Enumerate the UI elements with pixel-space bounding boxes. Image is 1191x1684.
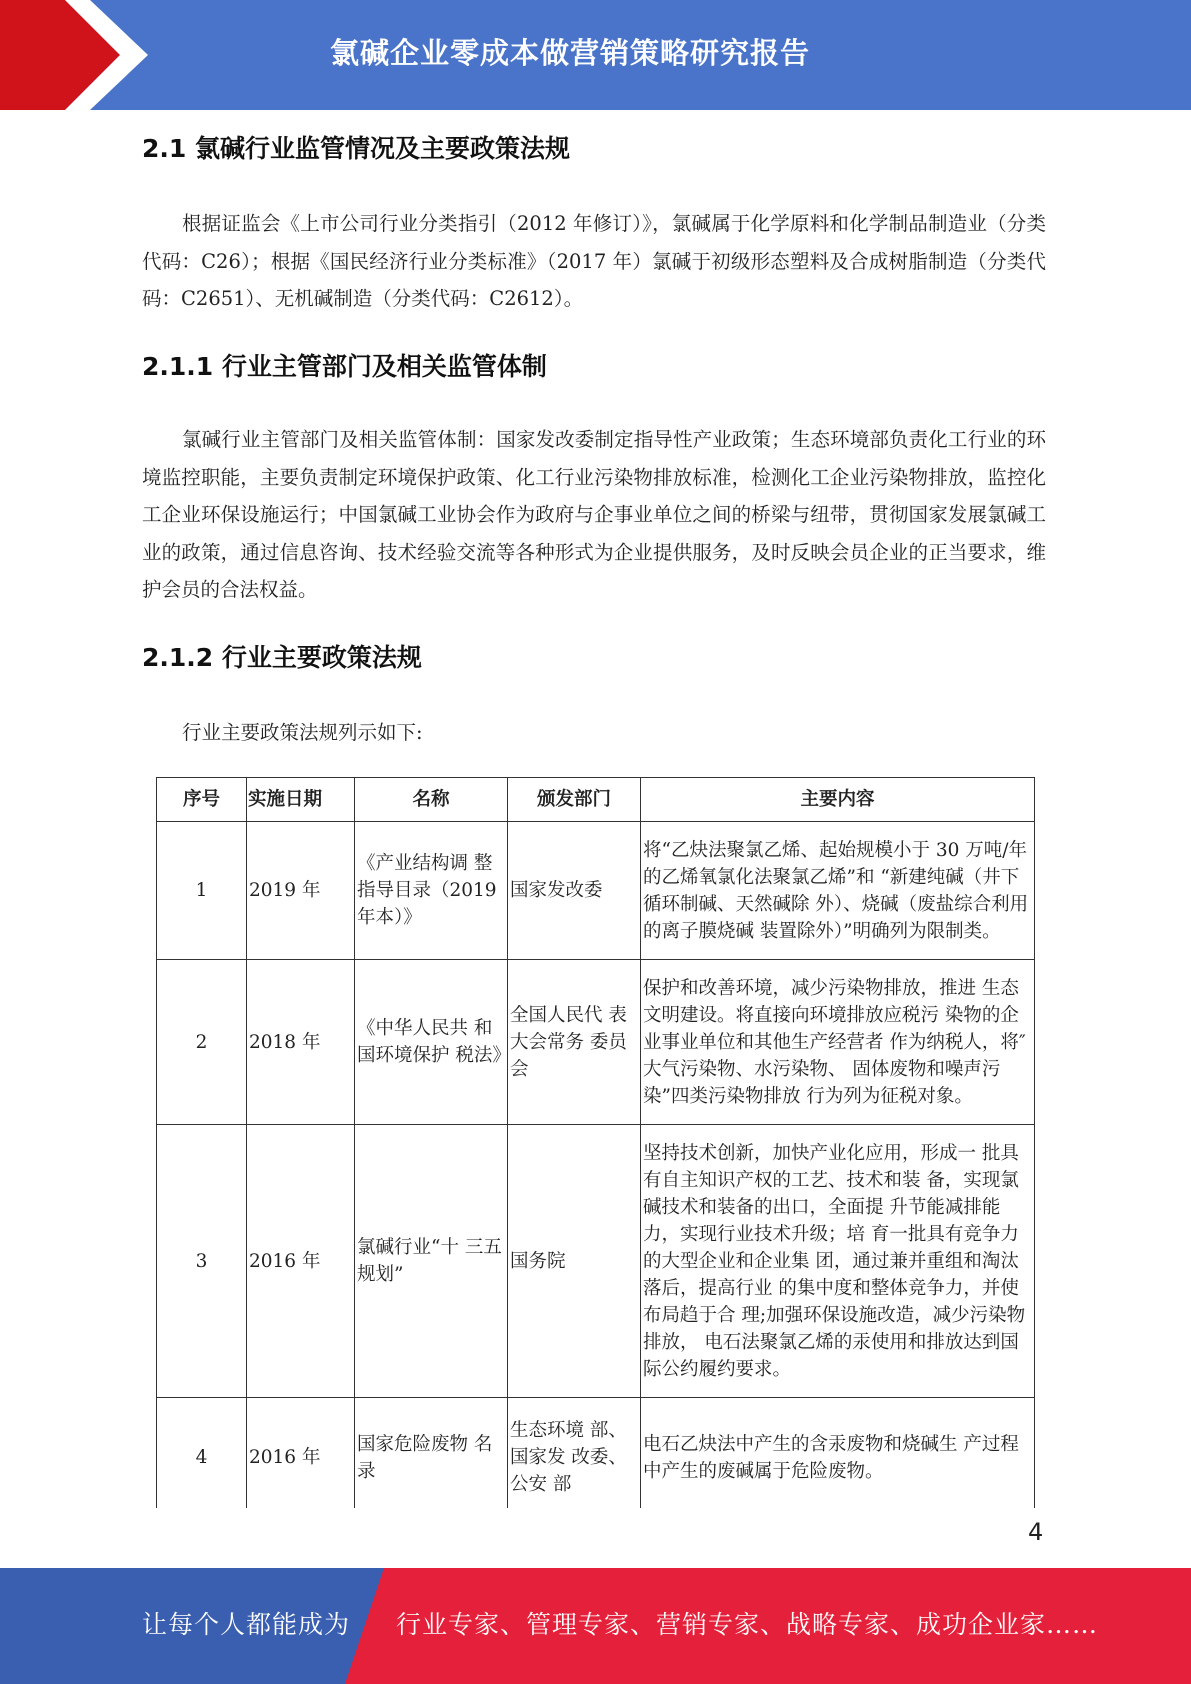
- cell-name: 国家危险废物 名录: [355, 1398, 508, 1518]
- section-2-1-paragraph: 根据证监会《上市公司行业分类指引（2012 年修订）》，氯碱属于化学原料和化学制品制造业（分类代码：C26）；根据《国民经济行业分类标准》（2017 年）氯碱于初级形态塑料及合成树脂制造（分类代码：C2651）、无机碱制造（分类代码：C2612）。: [142, 212, 1046, 310]
- cell-date: 2016 年: [247, 1125, 355, 1398]
- footer-slogan-left: 让每个人都能成为: [142, 1610, 351, 1639]
- section-heading-2-1-2: 2.1.2 行业主要政策法规: [142, 643, 422, 672]
- cell-dept: 全国人民代 表大会常务 委员会: [508, 960, 641, 1125]
- column-header-content: 主要内容: [641, 778, 1035, 822]
- page-number: 4: [1028, 1518, 1044, 1546]
- table-header-row: [157, 778, 1035, 822]
- footer-slogan-right: 行业专家、管理专家、营销专家、战略专家、成功企业家……: [396, 1610, 1099, 1639]
- cell-name: 氯碱行业“十 三五规划”: [355, 1125, 508, 1398]
- section-heading-2-1-1: 2.1.1 行业主管部门及相关监管体制: [142, 352, 547, 381]
- cell-content: 将“乙炔法聚氯乙烯、起始规模小于 30 万吨/年的乙烯氧氯化法聚氯乙烯”和 “新建纯碱（井下循环制碱、天然碱除 外）、烧碱（废盐综合利用的离子膜烧碱 装置除外）”明确列为限制类。: [641, 822, 1035, 960]
- column-header-seq: 序号: [157, 778, 247, 822]
- cell-dept: 国务院: [508, 1125, 641, 1398]
- cell-seq: 2: [157, 960, 247, 1125]
- report-title: 氯碱企业零成本做营销策略研究报告: [330, 36, 811, 70]
- column-header-dept: 颁发部门: [508, 778, 641, 822]
- cell-date: 2016 年: [247, 1398, 355, 1518]
- section-2-1-1-paragraph: 氯碱行业主管部门及相关监管体制：国家发改委制定指导性产业政策；生态环境部负责化工行业的环境监控职能，主要负责制定环境保护政策、化工行业污染物排放标准，检测化工企业污染物排放，监控化工企业环保设施运行；中国氯碱工业协会作为政府与企事业单位之间的桥梁与纽带，贯彻国家发展氯碱工业的政策，通过信息咨询、技术经验交流等各种形式为企业提供服务，及时反映会员企业的正当要求，维护会员的合法权益。: [142, 428, 1046, 601]
- table-row: [157, 1398, 1035, 1518]
- header-arrow-graphic: [0, 0, 160, 110]
- table-row: [157, 822, 1035, 960]
- cell-content: 坚持技术创新，加快产业化应用，形成一 批具有自主知识产权的工艺、技术和装 备，实现氯碱技术和装备的出口，全面提 升节能减排能力，实现行业技术升级；培 育一批具有竞争力的大型企业和企业集 团，通过兼并重组和淘汰落后，提高行业 的集中度和整体竞争力，并使布局趋于合 理;加强环保设施改造，减少污染物排放， 电石法聚氯乙烯的汞使用和排放达到国 际公约履约要求。: [641, 1125, 1035, 1398]
- table-intro: 行业主要政策法规列示如下:: [182, 721, 423, 744]
- column-header-name: 名称: [355, 778, 508, 822]
- cell-name: 《产业结构调 整指导目录（2019 年本）》: [355, 822, 508, 960]
- footer-band: [0, 1568, 1191, 1684]
- cell-seq: 1: [157, 822, 247, 960]
- cell-content: 保护和改善环境，减少污染物排放，推进 生态文明建设。将直接向环境排放应税污 染物的企业事业单位和其他生产经营者 作为纳税人，将″大气污染物、水污染物、 固体废物和噪声污染”四类污染物排放 行为列为征税对象。: [641, 960, 1035, 1125]
- section-heading-2-1: 2.1 氯碱行业监管情况及主要政策法规: [142, 134, 570, 163]
- column-header-date: 实施日期: [247, 778, 355, 822]
- cell-dept: 国家发改委: [508, 822, 641, 960]
- header-band: [0, 0, 1191, 110]
- cell-name: 《中华人民共 和国环境保护 税法》: [355, 960, 508, 1125]
- cell-date: 2019 年: [247, 822, 355, 960]
- cell-content: 电石乙炔法中产生的含汞废物和烧碱生 产过程中产生的废碱属于危险废物。: [641, 1398, 1035, 1518]
- cell-seq: 4: [157, 1398, 247, 1518]
- page-break-mask: [150, 1508, 1050, 1548]
- table-row: [157, 960, 1035, 1125]
- cell-dept: 生态环境 部、国家发 改委、公安 部: [508, 1398, 641, 1518]
- cell-date: 2018 年: [247, 960, 355, 1125]
- table-row: [157, 1125, 1035, 1398]
- cell-seq: 3: [157, 1125, 247, 1398]
- policy-table: [156, 777, 1035, 1518]
